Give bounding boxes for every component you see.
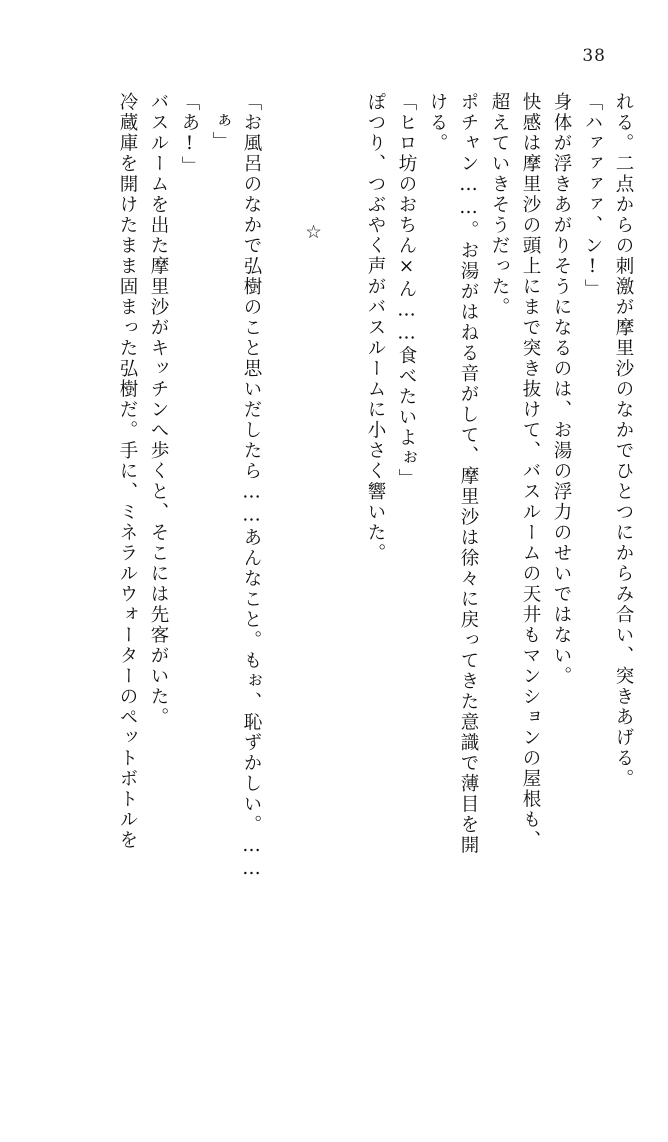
text-column: ポチャン……。お湯がはねる音がして、摩里沙は徐々に戻ってきた意識で薄目を開 [458,92,479,856]
text-column-blank [322,92,353,1012]
text-column: 「お風呂のなかで弘樹のこと思いだしたら……あんなこと。もぉ、恥ずかしい。…… [241,92,262,881]
vertical-text-body [36,92,632,1012]
section-break-symbol: ☆ [303,222,324,245]
text-column-blank [260,92,291,1012]
text-column: 「ヒロ坊のおちん×ん……食べたいよぉ」 [396,92,417,489]
text-column: 超えていきそうだった。 [489,92,510,318]
text-column: 身体が浮きあがりそうになるのは、お湯の浮力のせいではない。 [551,92,572,687]
text-column: ぁ」 [210,111,231,152]
text-column: バスルームを出た摩里沙がキッチンへ歩くと、そこには先客がいた。 [148,92,169,728]
text-column: ぽつり、つぶやく声がバスルームに小さく響いた。 [365,92,386,564]
page-number: 38 [582,46,606,66]
text-column: 「あ!」 [179,92,200,177]
text-column: 冷蔵庫を開けたまま固まった弘樹だ。手に、ミネラルウォーターのペットボトルを [117,92,138,851]
text-column: ける。 [427,92,448,154]
text-column: れる。二点からの刺激が摩里沙のなかでひとつにからみ合い、突きあげる。 [613,92,634,789]
text-column: 快感は摩里沙の頭上にまで突き抜けて、バスルームの天井もマンションの屋根も、 [520,92,541,851]
text-column: 「ハァァァァ、ン!」 [582,92,603,300]
